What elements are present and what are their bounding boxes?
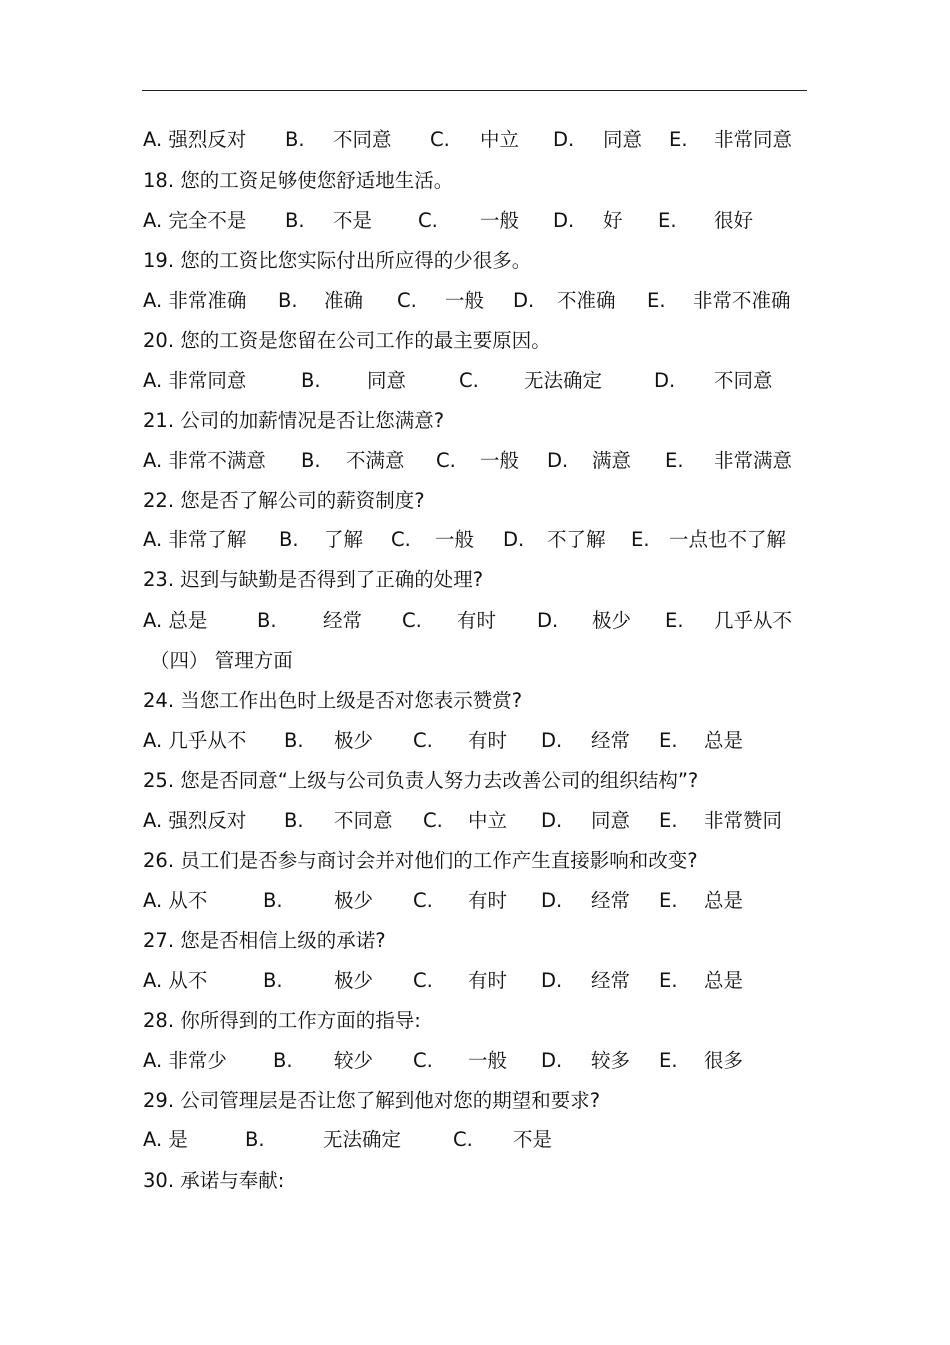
option-d-letter: D. — [541, 809, 563, 832]
option-e: 非常赞同 — [704, 809, 783, 832]
q20-question: 20. 您的工资是您留在公司工作的最主要原因。 — [143, 329, 551, 352]
q22-question: 22. 您是否了解公司的薪资制度? — [143, 489, 425, 512]
option-b-letter: B. — [285, 209, 305, 232]
option-a: A. 非常同意 — [143, 369, 247, 392]
option-d: 极少 — [592, 609, 632, 632]
option-d-letter: D. — [547, 449, 569, 472]
option-d-letter: D. — [537, 609, 559, 632]
option-b: 不同意 — [334, 809, 393, 832]
option-b-letter: B. — [257, 609, 277, 632]
option-a: A. 从不 — [143, 889, 208, 912]
option-e-letter: E. — [631, 528, 650, 551]
option-c-letter: C. — [391, 528, 411, 551]
option-a: A. 非常不满意 — [143, 449, 266, 472]
option-e: 几乎从不 — [714, 609, 793, 632]
option-b: 不同意 — [333, 128, 392, 151]
option-a: A. 强烈反对 — [143, 128, 247, 151]
option-d: 不同意 — [714, 369, 773, 392]
option-e-letter: E. — [658, 209, 677, 232]
option-c-letter: C. — [423, 809, 443, 832]
option-b: 同意 — [367, 369, 407, 392]
option-c-letter: C. — [397, 289, 417, 312]
option-d: 经常 — [591, 729, 631, 752]
option-c: 中立 — [480, 128, 520, 151]
q30-question: 30. 承诺与奉献: — [143, 1169, 285, 1192]
q25-question: 25. 您是否同意“上级与公司负责人努力去改善公司的组织结构”? — [143, 769, 699, 792]
option-e: 非常满意 — [714, 449, 793, 472]
option-d-letter: D. — [541, 729, 563, 752]
option-d: 不准确 — [557, 289, 616, 312]
option-b-letter: B. — [245, 1128, 265, 1151]
option-b-letter: B. — [263, 969, 283, 992]
option-b-letter: B. — [284, 809, 304, 832]
option-a: A. 非常准确 — [143, 289, 247, 312]
option-b: 了解 — [324, 528, 364, 551]
option-b-letter: B. — [273, 1049, 293, 1072]
option-a: A. 几乎从不 — [143, 729, 247, 752]
option-e-letter: E. — [659, 969, 678, 992]
option-b: 极少 — [334, 729, 374, 752]
option-d-letter: D. — [553, 128, 575, 151]
option-e-letter: E. — [647, 289, 666, 312]
option-d-letter: D. — [541, 889, 563, 912]
option-e: 总是 — [704, 729, 744, 752]
option-c: 有时 — [468, 889, 508, 912]
option-d-letter: D. — [654, 369, 676, 392]
q24-question: 24. 当您工作出色时上级是否对您表示赞赏? — [143, 689, 523, 712]
option-d: 好 — [603, 209, 623, 232]
option-a: A. 非常了解 — [143, 528, 247, 551]
option-b: 准确 — [324, 289, 364, 312]
option-b: 经常 — [323, 609, 363, 632]
option-e-letter: E. — [659, 1049, 678, 1072]
option-d-letter: D. — [503, 528, 525, 551]
option-e-letter: E. — [669, 128, 688, 151]
option-c-letter: C. — [402, 609, 422, 632]
option-c-letter: C. — [436, 449, 456, 472]
option-c: 一般 — [480, 449, 520, 472]
option-b: 不是 — [333, 209, 373, 232]
option-d: 经常 — [591, 889, 631, 912]
option-c: 不是 — [513, 1128, 553, 1151]
option-e-letter: E. — [665, 449, 684, 472]
option-b: 不满意 — [346, 449, 405, 472]
option-a: A. 是 — [143, 1128, 188, 1151]
option-b-letter: B. — [301, 449, 321, 472]
option-c: 有时 — [468, 729, 508, 752]
option-e: 总是 — [704, 889, 744, 912]
option-d-letter: D. — [541, 1049, 563, 1072]
option-d: 经常 — [591, 969, 631, 992]
option-e-letter: E. — [659, 889, 678, 912]
option-b: 较少 — [334, 1049, 374, 1072]
option-b-letter: B. — [263, 889, 283, 912]
option-d-letter: D. — [541, 969, 563, 992]
option-e: 非常不准确 — [693, 289, 791, 312]
option-a: A. 完全不是 — [143, 209, 247, 232]
option-b-letter: B. — [284, 729, 304, 752]
option-d: 满意 — [592, 449, 632, 472]
option-e-letter: E. — [659, 729, 678, 752]
option-b-letter: B. — [278, 289, 298, 312]
option-c-letter: C. — [430, 128, 450, 151]
q21-question: 21. 公司的加薪情况是否让您满意? — [143, 409, 445, 432]
option-c: 一般 — [468, 1049, 508, 1072]
option-a: A. 总是 — [143, 609, 208, 632]
option-e-letter: E. — [665, 609, 684, 632]
option-c: 中立 — [468, 809, 508, 832]
option-b-letter: B. — [279, 528, 299, 551]
option-d: 不了解 — [547, 528, 606, 551]
q28-question: 28. 你所得到的工作方面的指导: — [143, 1009, 421, 1032]
option-e: 很多 — [704, 1049, 744, 1072]
q29-question: 29. 公司管理层是否让您了解到他对您的期望和要求? — [143, 1089, 601, 1112]
option-c-letter: C. — [459, 369, 479, 392]
option-c: 有时 — [457, 609, 497, 632]
option-c: 一般 — [445, 289, 485, 312]
option-d: 同意 — [603, 128, 643, 151]
option-e: 很好 — [714, 209, 754, 232]
option-c-letter: C. — [453, 1128, 473, 1151]
option-b: 无法确定 — [323, 1128, 402, 1151]
option-b: 极少 — [334, 969, 374, 992]
option-c: 一般 — [435, 528, 475, 551]
q23-question: 23. 迟到与缺勤是否得到了正确的处理? — [143, 568, 484, 591]
option-d: 较多 — [591, 1049, 631, 1072]
option-b-letter: B. — [301, 369, 321, 392]
q27-question: 27. 您是否相信上级的承诺? — [143, 929, 386, 952]
option-d: 同意 — [591, 809, 631, 832]
option-e: 总是 — [704, 969, 744, 992]
q18-question: 18. 您的工资足够使您舒适地生活。 — [143, 169, 454, 192]
option-a: A. 非常少 — [143, 1049, 227, 1072]
option-b-letter: B. — [285, 128, 305, 151]
option-c-letter: C. — [418, 209, 438, 232]
option-c: 无法确定 — [524, 369, 603, 392]
option-c: 一般 — [480, 209, 520, 232]
option-a: A. 强烈反对 — [143, 809, 247, 832]
option-c: 有时 — [468, 969, 508, 992]
option-a: A. 从不 — [143, 969, 208, 992]
option-c-letter: C. — [413, 729, 433, 752]
option-e-letter: E. — [659, 809, 678, 832]
option-c-letter: C. — [413, 969, 433, 992]
option-c-letter: C. — [413, 1049, 433, 1072]
q19-question: 19. 您的工资比您实际付出所应得的少很多。 — [143, 249, 532, 272]
header-rule — [142, 90, 807, 91]
option-d-letter: D. — [513, 289, 535, 312]
option-e: 非常同意 — [714, 128, 793, 151]
option-c-letter: C. — [413, 889, 433, 912]
q26-question: 26. 员工们是否参与商讨会并对他们的工作产生直接影响和改变? — [143, 849, 698, 872]
option-e: 一点也不了解 — [669, 528, 787, 551]
option-b: 极少 — [334, 889, 374, 912]
section-heading: （四） 管理方面 — [150, 649, 293, 672]
option-d-letter: D. — [553, 209, 575, 232]
